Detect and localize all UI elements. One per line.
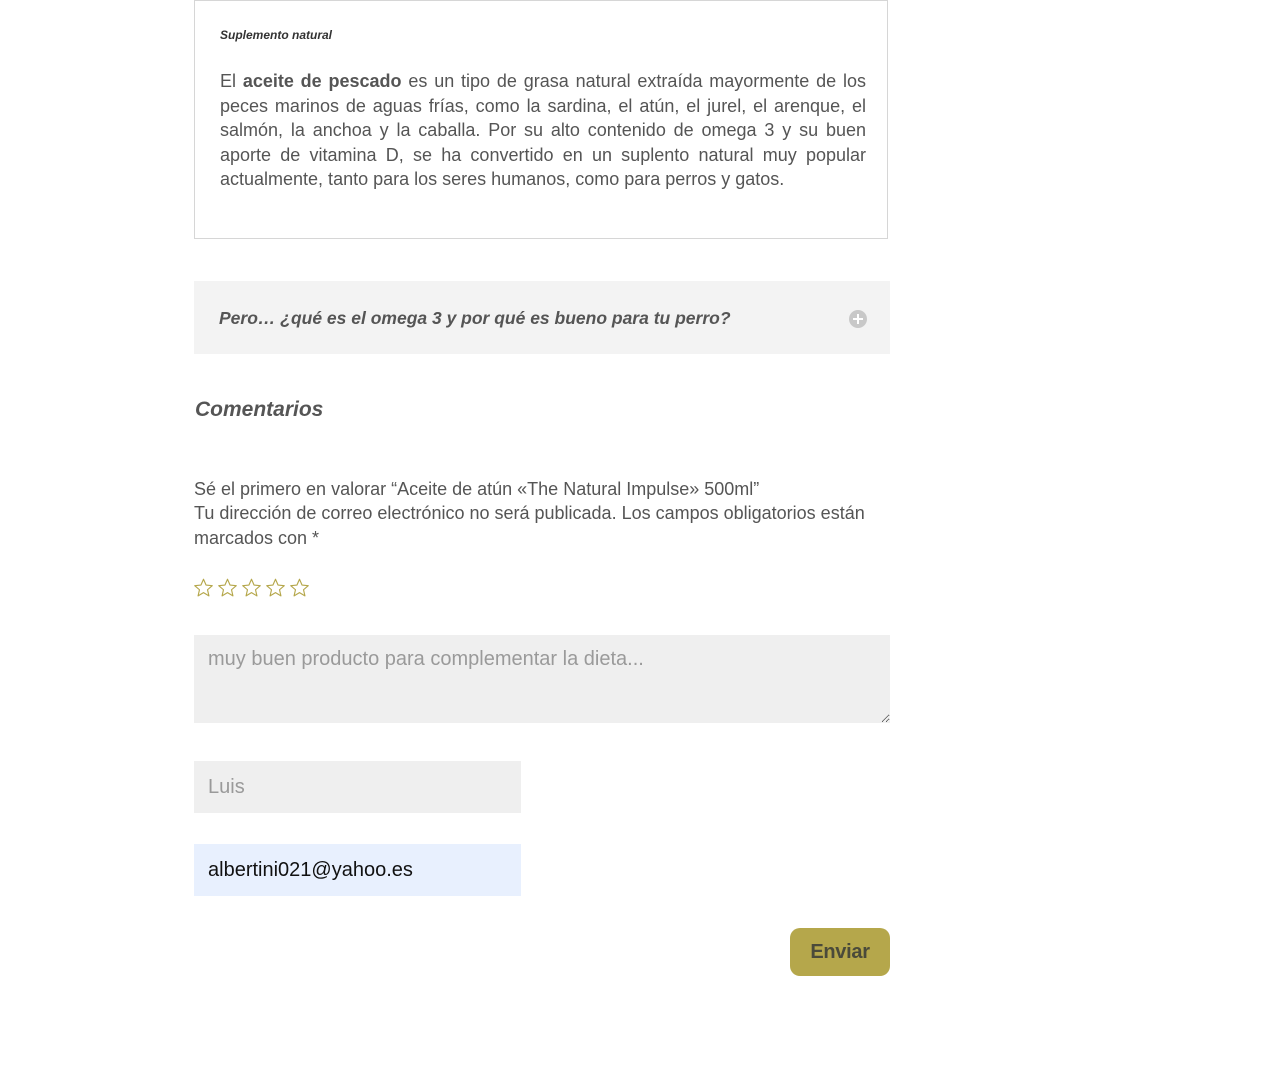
comment-textarea[interactable] — [194, 635, 890, 723]
info-text-bold: aceite de pescado — [242, 71, 402, 91]
required-fields-notice: Tu dirección de correo electrónico no será publicada. Los campos obligatorios están marcados con * — [194, 503, 865, 548]
star-rating[interactable] — [193, 577, 310, 599]
info-box-text — [220, 69, 866, 192]
supplement-info-box — [194, 0, 888, 239]
info-box-title: Suplemento natural — [220, 28, 333, 42]
star-icon[interactable] — [217, 577, 238, 599]
submit-button[interactable]: Enviar — [790, 928, 890, 976]
plus-circle-icon[interactable] — [849, 310, 867, 328]
star-icon[interactable] — [289, 577, 310, 599]
omega3-accordion[interactable] — [194, 281, 890, 354]
name-input[interactable] — [194, 761, 521, 813]
info-text-start: El — [220, 71, 243, 91]
info-text-rest: es un tipo de grasa natural extraída mayormente de los peces marinos de aguas frías, como la sardina, el atún, el jurel, el arenque, el salmón, la anchoa y la caballa. Por su alto contenido de omega 3 y su buen aporte de vitamina D, se ha convertido en un suplento natural muy popular actualmente, tanto para los seres humanos, como para perros y gatos. — [220, 71, 866, 190]
comments-heading: Comentarios — [195, 398, 324, 421]
star-icon[interactable] — [265, 577, 286, 599]
star-icon[interactable] — [241, 577, 262, 599]
email-input[interactable] — [194, 844, 521, 896]
first-review-prompt: Sé el primero en valorar “Aceite de atún «The Natural Impulse» 500ml” — [194, 479, 760, 499]
accordion-title: Pero… ¿qué es el omega 3 y por qué es bueno para tu perro? — [219, 308, 731, 328]
star-icon[interactable] — [193, 577, 214, 599]
